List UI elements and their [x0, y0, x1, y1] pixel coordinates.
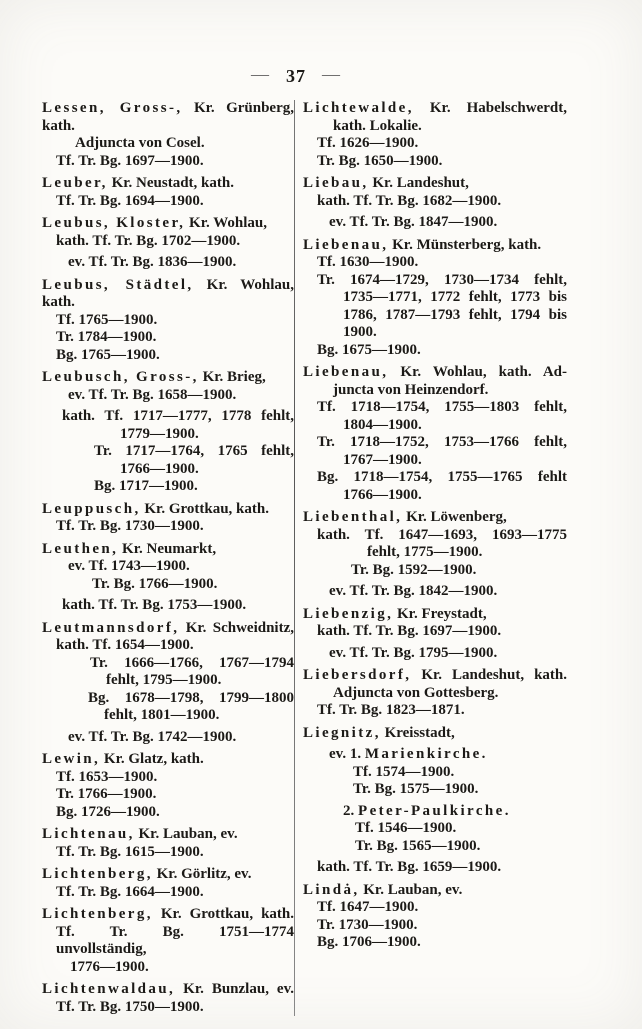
line-text: Kr. Neustadt, kath. — [107, 175, 234, 191]
place-name: Peter-Paulkirche. — [358, 802, 511, 819]
entry-line — [42, 884, 294, 902]
register-entry — [303, 725, 567, 877]
entry-headline — [303, 175, 567, 193]
entry-line — [42, 408, 294, 426]
line-text: ev. 1. — [329, 746, 365, 762]
line-text: Tr. Bg. 1575—1900. — [353, 781, 479, 797]
register-entry — [42, 826, 294, 861]
line-text: kath. Tf. Tr. Bg. 1659—1900. — [317, 859, 502, 875]
entry-headline — [42, 981, 294, 999]
line-text: ev. Tf. 1743—1900. — [68, 558, 190, 574]
line-text: juncta von Heinzendorf. — [333, 381, 489, 398]
entry-line — [42, 558, 294, 576]
entry-line — [303, 135, 567, 153]
entry-line — [303, 859, 567, 877]
line-text: Tr. 1784—1900. — [56, 329, 157, 345]
entry-line — [42, 999, 294, 1017]
entry-line — [42, 387, 294, 405]
entry-line — [303, 685, 567, 703]
entry-headline — [42, 751, 294, 769]
line-text: Tr. 1674—1729, 1730—1734 fehlt, — [317, 271, 567, 288]
line-text: Bg. 1718—1754, 1755—1765 fehlt — [317, 469, 567, 485]
line-text: Tf. Tr. Bg. 1615—1900. — [56, 843, 204, 860]
register-entry — [42, 100, 294, 170]
entry-line — [303, 764, 567, 782]
entry-line — [42, 461, 294, 479]
line-text: Tr. 1666—1766, 1767—1794 — [90, 654, 294, 671]
entry-line — [303, 342, 567, 360]
entry-line — [303, 434, 567, 452]
entry-line — [42, 786, 294, 804]
line-text: Kr. Bunzlau, ev. — [175, 981, 294, 997]
entry-line — [303, 820, 567, 838]
place-name: Liebersdorf, — [303, 667, 412, 683]
header-dash-right: — — [322, 64, 341, 84]
line-text: 1776—1900. — [70, 958, 149, 975]
entry-line — [303, 289, 567, 307]
place-name: Liebenthal, — [303, 509, 403, 525]
entry-line — [303, 781, 567, 799]
entry-line — [42, 844, 294, 862]
place-name: Lichtenberg, — [42, 906, 153, 922]
entry-line — [42, 347, 294, 365]
line-text: Kr. Münsterberg, kath. — [388, 236, 542, 253]
line-text: ev. Tf. Tr. Bg. 1658—1900. — [68, 386, 237, 403]
entry-line — [42, 233, 294, 251]
line-text: fehlt, 1801—1900. — [104, 707, 220, 723]
entry-headline — [303, 746, 567, 764]
register-entry — [42, 369, 294, 496]
line-text: Tr. Bg. 1650—1900. — [317, 152, 443, 169]
line-text: Tr. 1718—1752, 1753—1766 fehlt, — [317, 434, 567, 450]
entry-line — [42, 443, 294, 461]
entry-line — [303, 307, 567, 325]
line-text: Kr. Wohlau, kath. — [42, 276, 294, 310]
line-text: 1786, 1787—1793 fehlt, 1794 bis — [343, 306, 567, 323]
register-entry — [303, 667, 567, 720]
place-name: Leuber, — [42, 175, 108, 191]
entry-line — [303, 272, 567, 290]
entry-line — [303, 645, 567, 663]
entry-line — [303, 417, 567, 435]
line-text: Kr. Lauban, ev. — [359, 881, 463, 898]
line-text: kath. Tf. Tr. Bg. 1753—1900. — [62, 597, 247, 613]
line-text: Tf. 1653—1900. — [56, 768, 158, 785]
entry-headline — [303, 725, 567, 743]
line-text: Tr. 1717—1764, 1765 fehlt, — [94, 443, 294, 459]
line-text: Kr. Glatz, kath. — [100, 751, 204, 767]
line-text: Kr. Grünberg, kath. — [42, 100, 294, 134]
entry-line — [42, 769, 294, 787]
line-text: 1900. — [343, 324, 377, 340]
line-text: Tf. 1574—1900. — [353, 763, 455, 780]
line-text: Kr. Lauban, ev. — [134, 826, 238, 842]
line-text: Tf. Tr. Bg. 1823—1871. — [317, 702, 465, 718]
line-text: Tf. Tr. Bg. 1750—1900. — [56, 998, 204, 1015]
entry-headline — [42, 826, 294, 844]
register-entry — [303, 364, 567, 504]
line-text: Tf. Tr. Bg. 1730—1900. — [56, 518, 204, 534]
entry-line — [303, 562, 567, 580]
entry-line — [42, 312, 294, 330]
line-text: Tf. 1718—1754, 1755—1803 fehlt, — [317, 399, 567, 415]
line-text: 1766—1900. — [343, 486, 422, 503]
place-name: Lichtenwaldau, — [42, 981, 176, 997]
line-text: Tr. Bg. 1766—1900. — [92, 575, 218, 592]
line-text: Kr. Landeshut, kath. — [411, 667, 567, 683]
entry-line — [42, 426, 294, 444]
entry-line — [303, 544, 567, 562]
place-name: Liebau, — [303, 175, 369, 191]
line-text: ev. Tf. Tr. Bg. 1842—1900. — [329, 583, 498, 599]
line-text: 1779—1900. — [120, 425, 199, 442]
entry-line — [303, 118, 567, 136]
header-dash-left: — — [251, 64, 270, 84]
entry-headline — [303, 667, 567, 685]
place-name: Lindȧ, — [303, 881, 360, 898]
entry-headline — [303, 509, 567, 527]
line-text: Kr. Landeshut, — [368, 175, 469, 191]
register-entry — [303, 509, 567, 601]
entry-headline — [42, 277, 294, 312]
entry-headline — [42, 866, 294, 884]
line-text: Adjuncta von Cosel. — [75, 135, 205, 151]
entry-headline — [303, 882, 567, 900]
register-entry — [303, 882, 567, 952]
entry-headline — [303, 606, 567, 624]
entry-headline — [42, 541, 294, 559]
place-name: Leuthen, — [42, 540, 119, 557]
place-name: Leuppusch, — [42, 500, 141, 517]
entry-headline — [303, 100, 567, 118]
place-name: Leubusch, Gross-, — [42, 369, 199, 385]
line-text: Kr. Görlitz, ev. — [152, 866, 252, 882]
entry-line — [42, 924, 294, 959]
place-name: Liegnitz, — [303, 724, 381, 741]
entry-line — [42, 518, 294, 536]
line-text: Tf. 1626—1900. — [317, 135, 419, 151]
entry-line — [303, 469, 567, 487]
register-entry — [42, 906, 294, 976]
line-text: Tr. 1730—1900. — [317, 916, 418, 933]
line-text: fehlt, 1795—1900. — [106, 672, 222, 688]
line-text: kath. Tf. 1647—1693, 1693—1775 — [317, 526, 567, 543]
entry-line — [42, 637, 294, 655]
entry-headline — [42, 175, 294, 193]
entry-line — [303, 399, 567, 417]
entry-line — [42, 329, 294, 347]
line-text: Bg. 1726—1900. — [56, 803, 160, 820]
place-name: Lichtenberg, — [42, 866, 153, 882]
place-name: Marienkirche. — [364, 746, 488, 762]
entry-headline — [303, 803, 567, 821]
line-text: kath. Tf. Tr. Bg. 1697—1900. — [317, 623, 502, 639]
column-right — [303, 100, 567, 1016]
column-left — [42, 100, 294, 1016]
place-name: Liebenzig, — [303, 605, 394, 622]
place-name: Leutmannsdorf, — [42, 619, 180, 636]
entry-line — [42, 254, 294, 272]
line-text: Tf. 1546—1900. — [355, 820, 457, 836]
entry-headline — [42, 100, 294, 135]
place-name: Lichtenau, — [42, 826, 135, 842]
entry-line — [303, 452, 567, 470]
line-text: Tf. Tr. Bg. 1697—1900. — [56, 152, 204, 169]
register-entry — [303, 237, 567, 360]
line-text: Bg. 1675—1900. — [317, 341, 421, 358]
two-column-register — [42, 100, 567, 1016]
entry-line — [42, 597, 294, 615]
line-text: fehlt, 1775—1900. — [367, 544, 483, 560]
page-number: 37 — [286, 66, 306, 86]
register-entry — [303, 100, 567, 170]
line-text: Kr. Neumarkt, — [118, 540, 217, 557]
register-entry — [42, 215, 294, 272]
register-entry — [42, 620, 294, 747]
entry-line — [42, 478, 294, 496]
entry-line — [303, 917, 567, 935]
line-text: 1735—1771, 1772 fehlt, 1773 bis — [343, 289, 567, 305]
line-text: Tf. 1765—1900. — [56, 311, 158, 328]
line-text: Kr. Grottkau, kath. — [140, 500, 269, 517]
entry-line — [303, 838, 567, 856]
column-divider — [294, 100, 295, 1016]
line-text: 1804—1900. — [343, 416, 422, 433]
place-name: Leubus, Kloster, — [42, 215, 186, 231]
entry-line — [42, 707, 294, 725]
running-head — [0, 66, 592, 87]
line-text: 2. — [343, 802, 358, 819]
line-text: Kr. Schweidnitz, — [179, 619, 294, 636]
line-text: Bg. 1678—1798, 1799—1800 — [88, 689, 294, 706]
register-entry — [42, 277, 294, 365]
line-text: kath. Tf. Tr. Bg. 1682—1900. — [317, 192, 502, 209]
place-name: Liebenau, — [303, 236, 389, 253]
entry-line — [303, 527, 567, 545]
place-name: Lichtewalde, — [303, 100, 414, 116]
line-text: Tr. Bg. 1565—1900. — [355, 837, 481, 854]
line-text: Kr. Freystadt, — [393, 605, 487, 622]
entry-line — [42, 729, 294, 747]
entry-line — [42, 672, 294, 690]
register-entry — [42, 751, 294, 821]
entry-line — [303, 934, 567, 952]
entry-headline — [42, 906, 294, 924]
entry-line — [42, 576, 294, 594]
line-text: Tr. Bg. 1592—1900. — [351, 561, 477, 578]
line-text: Kr. Löwenberg, — [402, 509, 507, 525]
entry-line — [303, 623, 567, 641]
line-text: Kr. Habelschwerdt, — [413, 100, 567, 116]
line-text: Tf. Tr. Bg. 1751—1774 unvollständig, — [56, 923, 294, 957]
entry-line — [303, 702, 567, 720]
entry-line — [303, 487, 567, 505]
line-text: Tf. 1630—1900. — [317, 254, 419, 270]
line-text: Tr. 1766—1900. — [56, 786, 157, 802]
entry-line — [303, 899, 567, 917]
entry-line — [303, 214, 567, 232]
line-text: Bg. 1765—1900. — [56, 346, 160, 363]
entry-headline — [42, 620, 294, 638]
entry-line — [303, 324, 567, 342]
entry-headline — [42, 369, 294, 387]
line-text: Kr. Wohlau, — [185, 215, 267, 231]
line-text: ev. Tf. Tr. Bg. 1836—1900. — [68, 254, 237, 270]
entry-line — [42, 193, 294, 211]
register-entry — [42, 981, 294, 1016]
register-entry — [42, 866, 294, 901]
entry-line — [42, 690, 294, 708]
line-text: 1766—1900. — [120, 460, 199, 477]
register-entry — [303, 175, 567, 232]
entry-line — [42, 135, 294, 153]
register-entry — [42, 501, 294, 536]
entry-line — [303, 193, 567, 211]
entry-headline — [42, 501, 294, 519]
line-text: Kr. Brieg, — [198, 369, 266, 385]
place-name: Lewin, — [42, 751, 101, 767]
line-text: Kreisstadt, — [380, 724, 455, 741]
line-text: Bg. 1706—1900. — [317, 934, 421, 950]
place-name: Liebenau, — [303, 364, 389, 380]
entry-line — [42, 959, 294, 977]
entry-headline — [303, 237, 567, 255]
entry-headline — [303, 364, 567, 382]
entry-line — [42, 655, 294, 673]
line-text: kath. Tf. 1717—1777, 1778 fehlt, — [62, 408, 294, 424]
line-text: ev. Tf. Tr. Bg. 1742—1900. — [68, 728, 237, 745]
line-text: Adjuncta von Gottesberg. — [333, 684, 499, 701]
line-text: Tf. Tr. Bg. 1664—1900. — [56, 883, 204, 900]
line-text: Kr. Grottkau, kath. — [152, 906, 294, 922]
entry-line — [303, 254, 567, 272]
register-entry — [303, 606, 567, 663]
line-text: kath. Tf. Tr. Bg. 1702—1900. — [56, 232, 241, 249]
line-text: 1767—1900. — [343, 451, 422, 468]
entry-line — [303, 583, 567, 601]
line-text: kath. Tf. 1654—1900. — [56, 637, 194, 653]
line-text: ev. Tf. Tr. Bg. 1847—1900. — [329, 214, 498, 230]
place-name: Leubus, Städtel, — [42, 276, 194, 293]
place-name: Lessen, Gross-, — [42, 100, 183, 116]
entry-line — [303, 153, 567, 171]
entry-line — [42, 153, 294, 171]
register-entry — [42, 541, 294, 615]
line-text: Kr. Wohlau, kath. Ad- — [388, 364, 567, 380]
line-text: ev. Tf. Tr. Bg. 1795—1900. — [329, 644, 498, 661]
line-text: kath. Lokalie. — [333, 117, 422, 134]
entry-headline — [42, 215, 294, 233]
line-text: Tf. Tr. Bg. 1694—1900. — [56, 192, 204, 209]
entry-line — [303, 382, 567, 400]
line-text: Tf. 1647—1900. — [317, 899, 419, 915]
line-text: Bg. 1717—1900. — [94, 478, 198, 494]
entry-line — [42, 804, 294, 822]
register-entry — [42, 175, 294, 210]
